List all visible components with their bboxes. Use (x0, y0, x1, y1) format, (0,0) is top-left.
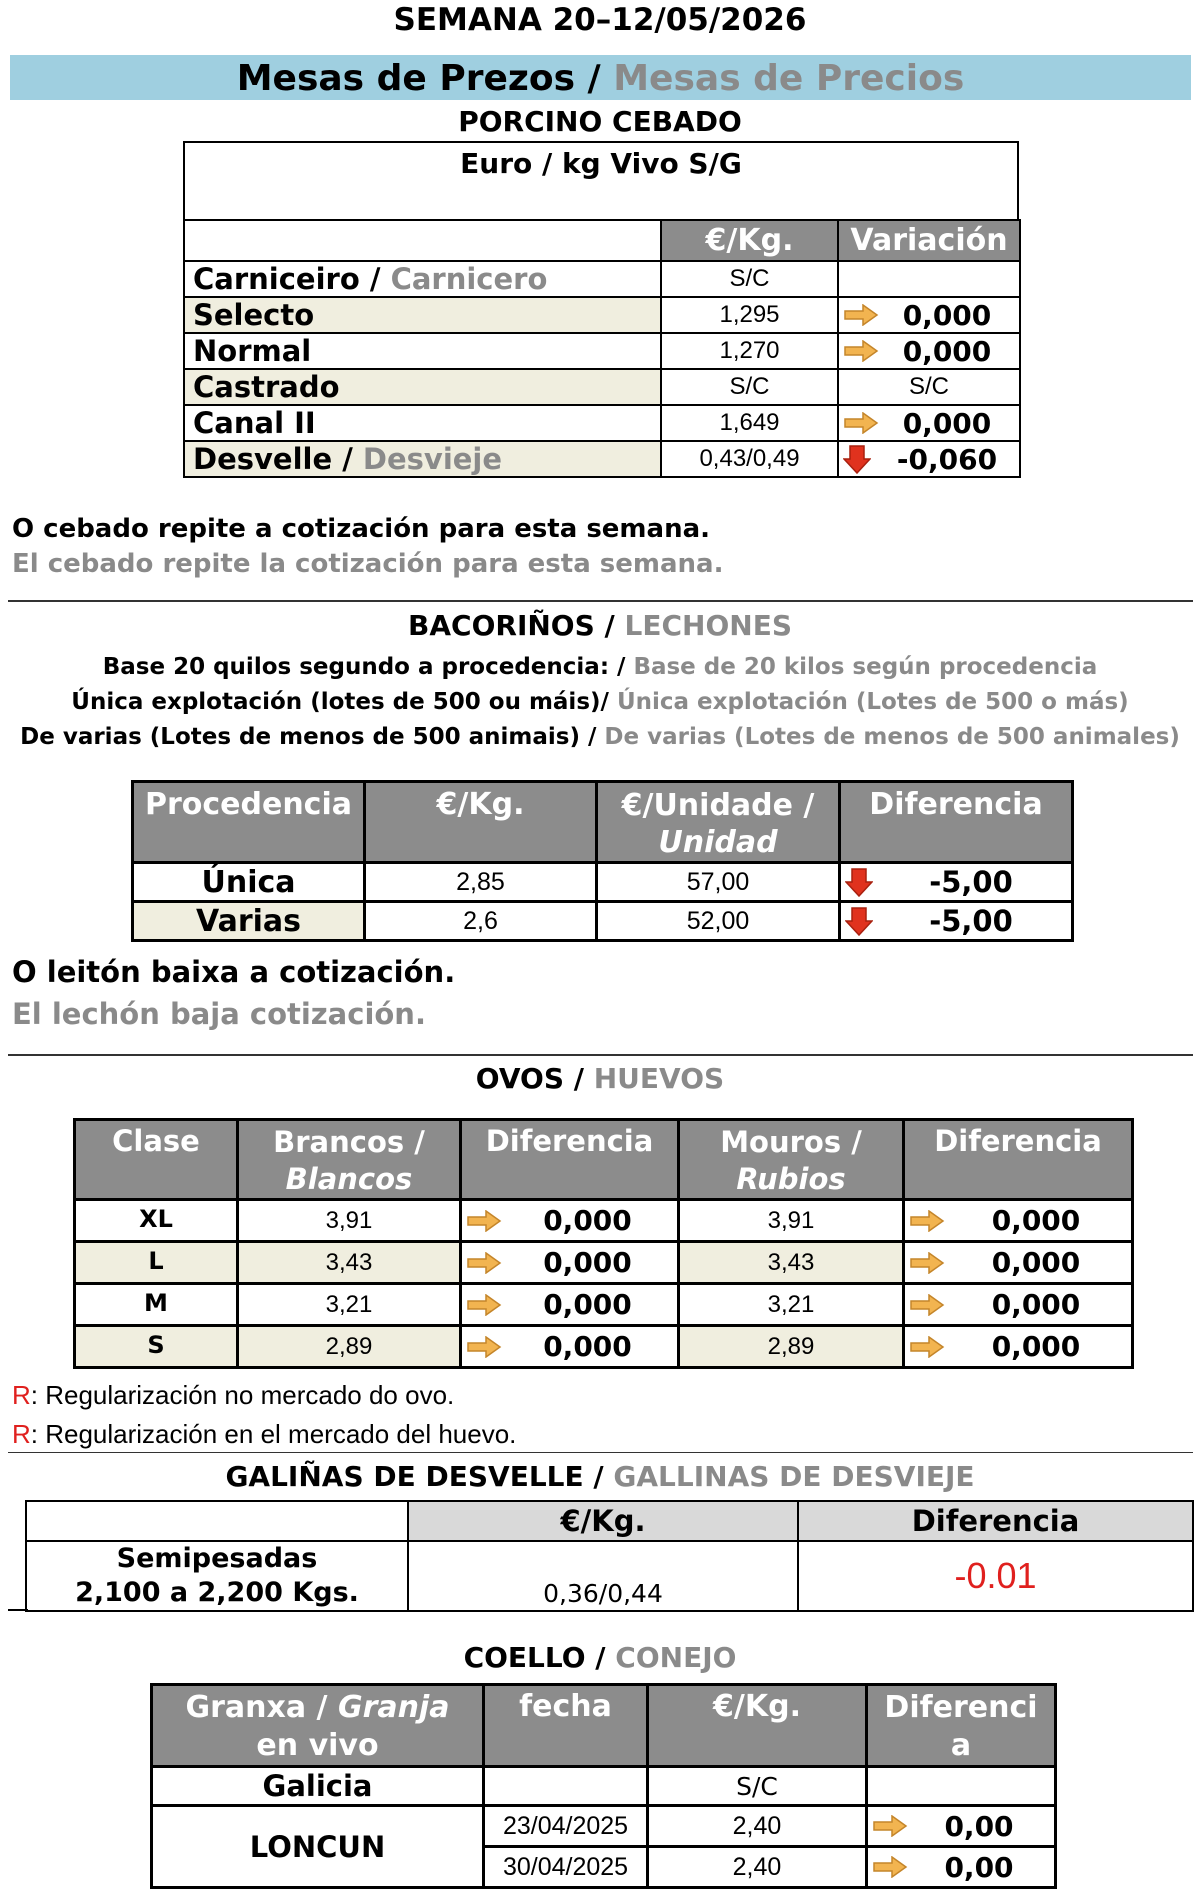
gallinas-label-1: Semipesadas (116, 1543, 318, 1574)
gallinas-title (0, 1460, 1200, 1493)
huevos-col-diff1: Diferencia (461, 1120, 679, 1200)
week-title: SEMANA 20–12/05/2026 (393, 2, 807, 38)
porcino-row-label (184, 405, 661, 441)
lechones-title-gl: BACORIÑOS (408, 609, 595, 642)
porcino-label-gl: Selecto (193, 298, 315, 332)
huevos-note-es (12, 1419, 516, 1450)
porcino-row-price: S/C (661, 261, 838, 297)
huevos-diff-cell (904, 1326, 1133, 1368)
porcino-label-gl: Canal II (193, 406, 316, 440)
porcino-row-label (184, 297, 661, 333)
huevos-class: S (75, 1326, 238, 1368)
gallinas-table (25, 1500, 1194, 1612)
huevos-table (73, 1118, 1134, 1369)
conejo-diff-cell (867, 1806, 1056, 1847)
conejo-galicia-label: Galicia (152, 1767, 484, 1806)
porcino-variation-value: 0,000 (902, 298, 992, 332)
conejo-title-sep: / (585, 1641, 616, 1674)
huevos-class: L (75, 1242, 238, 1284)
porcino-variation-value: 0,000 (902, 334, 992, 368)
porcino-variation-value: -0,060 (896, 442, 998, 476)
porcino-row-variation (838, 297, 1020, 333)
conejo-kg: 2,40 (648, 1847, 867, 1888)
porcino-unit-box (183, 141, 1019, 220)
huevos-class: XL (75, 1200, 238, 1242)
gallinas-title-es: GALLINAS DE DESVIEJE (613, 1460, 975, 1493)
lechones-diff: -5,00 (929, 865, 1013, 899)
right-arrow-icon (909, 1294, 945, 1316)
porcino-table (183, 219, 1021, 478)
conejo-date: 23/04/2025 (484, 1806, 648, 1847)
lechones-row (133, 902, 1073, 941)
lechones-title-sep: / (594, 609, 625, 642)
porcino-row (184, 297, 1020, 333)
conejo-col-farm-line2: en vivo (256, 1728, 379, 1763)
porcino-row (184, 441, 1020, 477)
huevos-row (75, 1326, 1133, 1368)
lechones-line-gl: Única explotación (lotes de 500 ou máis)/ (71, 689, 617, 715)
conejo-col-date: fecha (484, 1685, 648, 1767)
huevos-col-white-gl: Brancos / (273, 1125, 425, 1159)
conejo-col-farm-es: Granja (337, 1690, 450, 1725)
gallinas-label (26, 1541, 408, 1611)
conejo-col-farm-gl: Granxa / (185, 1690, 338, 1725)
porcino-row-variation (838, 369, 1020, 405)
lechones-title-es: LECHONES (624, 609, 792, 642)
conejo-date: 30/04/2025 (484, 1847, 648, 1888)
conejo-loncun-label: LONCUN (152, 1806, 484, 1888)
lechones-origin: Varias (133, 902, 365, 941)
huevos-brown: 2,89 (679, 1326, 904, 1368)
huevos-r-mark: R (12, 1380, 31, 1410)
right-arrow-icon (843, 412, 879, 434)
lechones-col-diff: Diferencia (840, 782, 1073, 863)
porcino-row (184, 405, 1020, 441)
huevos-diff: 0,000 (543, 1288, 632, 1321)
porcino-label-gl: Carniceiro (193, 262, 360, 296)
conejo-galicia-diff (867, 1767, 1056, 1806)
huevos-diff: 0,000 (991, 1246, 1081, 1279)
huevos-title-es: HUEVOS (593, 1062, 725, 1095)
huevos-col-class: Clase (75, 1120, 238, 1200)
lechones-note-gl: O leitón baixa a cotización. (12, 955, 456, 989)
porcino-unit: Euro / kg Vivo S/G (460, 147, 742, 180)
porcino-variation-value: 0,000 (902, 406, 992, 440)
porcino-row-label (184, 441, 661, 477)
porcino-row-price: 1,649 (661, 405, 838, 441)
porcino-label-es: Carnicero (390, 262, 548, 296)
porcino-col-price: €/Kg. (661, 220, 838, 261)
huevos-title-sep: / (564, 1062, 594, 1095)
conejo-title-gl: COELLO (463, 1641, 586, 1674)
right-arrow-icon (843, 304, 879, 326)
porcino-row-variation (838, 333, 1020, 369)
huevos-diff: 0,000 (543, 1330, 632, 1363)
conejo-title (0, 1641, 1200, 1674)
conejo-title-es: CONEJO (615, 1641, 737, 1674)
huevos-col-brown-es: Rubios (736, 1162, 846, 1196)
porcino-row (184, 261, 1020, 297)
lechones-line-es: Única explotación (Lotes de 500 o más) (616, 689, 1129, 715)
huevos-row (75, 1284, 1133, 1326)
huevos-diff: 0,000 (991, 1204, 1081, 1237)
porcino-row-variation (838, 261, 1020, 297)
right-arrow-icon (909, 1336, 945, 1358)
conejo-col-farm (152, 1685, 484, 1767)
conejo-col-diff-1: Diferenci (884, 1690, 1038, 1725)
huevos-diff-cell (904, 1284, 1133, 1326)
gallinas-underline (8, 1609, 28, 1611)
porcino-row-price: S/C (661, 369, 838, 405)
huevos-row (75, 1200, 1133, 1242)
huevos-col-brown (679, 1120, 904, 1200)
huevos-brown: 3,21 (679, 1284, 904, 1326)
porcino-label-gl: Normal (193, 334, 312, 368)
banner-sep: / (575, 58, 614, 99)
gallinas-header-spacer (26, 1501, 408, 1541)
lechones-col-unit-gl: €/Unidade / (621, 788, 815, 823)
lechones-line-es: De varias (Lotes de menos de 500 animales) (604, 724, 1180, 750)
right-arrow-icon (909, 1252, 945, 1274)
conejo-col-diff-2: a (950, 1728, 972, 1763)
lechones-line-gl: De varias (Lotes de menos de 500 animais) / (20, 724, 605, 750)
porcino-note-gl: O cebado repite a cotización para esta semana. (12, 514, 711, 544)
huevos-white: 3,43 (238, 1242, 461, 1284)
down-arrow-icon (843, 444, 871, 474)
porcino-label-es: Desvieje (362, 442, 503, 476)
porcino-row-label (184, 369, 661, 405)
porcino-row-variation (838, 441, 1020, 477)
conejo-kg: 2,40 (648, 1806, 867, 1847)
huevos-white: 3,91 (238, 1200, 461, 1242)
gallinas-label-2: 2,100 a 2,200 Kgs. (75, 1577, 359, 1608)
banner (10, 55, 1191, 100)
porcino-label-gl: Castrado (193, 370, 340, 404)
porcino-col-variation: Variación (838, 220, 1020, 261)
porcino-row-variation (838, 405, 1020, 441)
porcino-variation-value: S/C (908, 373, 949, 400)
porcino-title: PORCINO CEBADO (458, 105, 742, 138)
right-arrow-icon (872, 1815, 908, 1837)
huevos-diff-cell (461, 1326, 679, 1368)
lechones-lines (0, 650, 1200, 755)
conejo-row (152, 1806, 1056, 1847)
lechones-line-es: Base de 20 kilos según procedencia (633, 654, 1098, 680)
porcino-label-sep: / (359, 262, 391, 296)
huevos-class: M (75, 1284, 238, 1326)
lechones-title (0, 609, 1200, 642)
gallinas-diff: -0.01 (798, 1541, 1193, 1611)
gallinas-title-sep: / (583, 1460, 614, 1493)
huevos-col-white (238, 1120, 461, 1200)
conejo-col-kg: €/Kg. (648, 1685, 867, 1767)
conejo-diff: 0,00 (944, 1809, 1014, 1843)
gallinas-title-gl: GALIÑAS DE DESVELLE (225, 1460, 584, 1493)
lechones-unit: 57,00 (597, 863, 840, 902)
gallinas-col-kg: €/Kg. (408, 1501, 798, 1541)
huevos-diff: 0,000 (991, 1288, 1081, 1321)
huevos-white: 2,89 (238, 1326, 461, 1368)
huevos-diff: 0,000 (991, 1330, 1081, 1363)
conejo-galicia-date (484, 1767, 648, 1806)
huevos-col-white-es: Blancos (285, 1162, 413, 1196)
huevos-col-brown-gl: Mouros / (720, 1125, 862, 1159)
lechones-line (0, 650, 1200, 685)
right-arrow-icon (466, 1210, 502, 1232)
porcino-label-gl: Desvelle (193, 442, 333, 476)
conejo-table (150, 1683, 1057, 1889)
huevos-diff-cell (461, 1242, 679, 1284)
lechones-origin: Única (133, 863, 365, 902)
huevos-diff-cell (461, 1284, 679, 1326)
huevos-diff: 0,000 (543, 1246, 632, 1279)
banner-title-es: Mesas de Precios (613, 58, 965, 99)
lechones-kg: 2,6 (365, 902, 597, 941)
porcino-row-label (184, 261, 661, 297)
porcino-row-label (184, 333, 661, 369)
divider-2 (8, 1054, 1193, 1056)
huevos-title (0, 1062, 1200, 1095)
lechones-col-unit-es: Unidad (658, 825, 778, 860)
conejo-diff: 0,00 (944, 1850, 1014, 1884)
huevos-col-diff2: Diferencia (904, 1120, 1133, 1200)
right-arrow-icon (909, 1210, 945, 1232)
right-arrow-icon (872, 1856, 908, 1878)
gallinas-price: 0,36/0,44 (408, 1541, 798, 1611)
porcino-row (184, 369, 1020, 405)
porcino-row (184, 333, 1020, 369)
lechones-col-origin: Procedencia (133, 782, 365, 863)
lechones-col-kg: €/Kg. (365, 782, 597, 863)
porcino-note-es: El cebado repite la cotización para esta semana. (12, 549, 724, 579)
huevos-r-text-gl: : Regularización no mercado do ovo. (30, 1380, 455, 1410)
huevos-diff: 0,000 (543, 1204, 632, 1237)
huevos-r-text-es: : Regularización en el mercado del huevo. (30, 1419, 517, 1449)
lechones-kg: 2,85 (365, 863, 597, 902)
huevos-row (75, 1242, 1133, 1284)
huevos-brown: 3,91 (679, 1200, 904, 1242)
right-arrow-icon (843, 340, 879, 362)
lechones-diff: -5,00 (929, 904, 1013, 938)
lechones-note-es: El lechón baja cotización. (12, 997, 426, 1031)
conejo-col-farm-line1 (153, 1689, 482, 1727)
gallinas-col-diff: Diferencia (798, 1501, 1193, 1541)
down-arrow-icon (845, 906, 873, 936)
lechones-line (0, 720, 1200, 755)
lechones-row (133, 863, 1073, 902)
lechones-unit: 52,00 (597, 902, 840, 941)
porcino-row-price: 0,43/0,49 (661, 441, 838, 477)
porcino-row-price: 1,270 (661, 333, 838, 369)
conejo-diff-cell (867, 1847, 1056, 1888)
down-arrow-icon (845, 867, 873, 897)
huevos-diff-cell (904, 1200, 1133, 1242)
lechones-diff-cell (840, 863, 1073, 902)
lechones-diff-cell (840, 902, 1073, 941)
conejo-galicia-price: S/C (648, 1767, 867, 1806)
porcino-header-spacer (184, 220, 661, 261)
porcino-row-price: 1,295 (661, 297, 838, 333)
lechones-line-gl: Base 20 quilos segundo a procedencia: / (102, 654, 634, 680)
huevos-brown: 3,43 (679, 1242, 904, 1284)
conejo-col-diff (867, 1685, 1056, 1767)
lechones-line (0, 685, 1200, 720)
huevos-title-gl: OVOS (475, 1062, 564, 1095)
huevos-diff-cell (461, 1200, 679, 1242)
right-arrow-icon (466, 1294, 502, 1316)
huevos-diff-cell (904, 1242, 1133, 1284)
huevos-r-mark-es: R (12, 1419, 31, 1449)
huevos-white: 3,21 (238, 1284, 461, 1326)
right-arrow-icon (466, 1336, 502, 1358)
lechones-table (131, 780, 1074, 942)
lechones-col-unit (597, 782, 840, 863)
porcino-label-sep: / (332, 442, 363, 476)
huevos-note-gl (12, 1380, 454, 1411)
divider-1 (8, 600, 1193, 602)
divider-3 (8, 1452, 1193, 1453)
banner-title-gl: Mesas de Prezos (236, 58, 576, 99)
right-arrow-icon (466, 1252, 502, 1274)
